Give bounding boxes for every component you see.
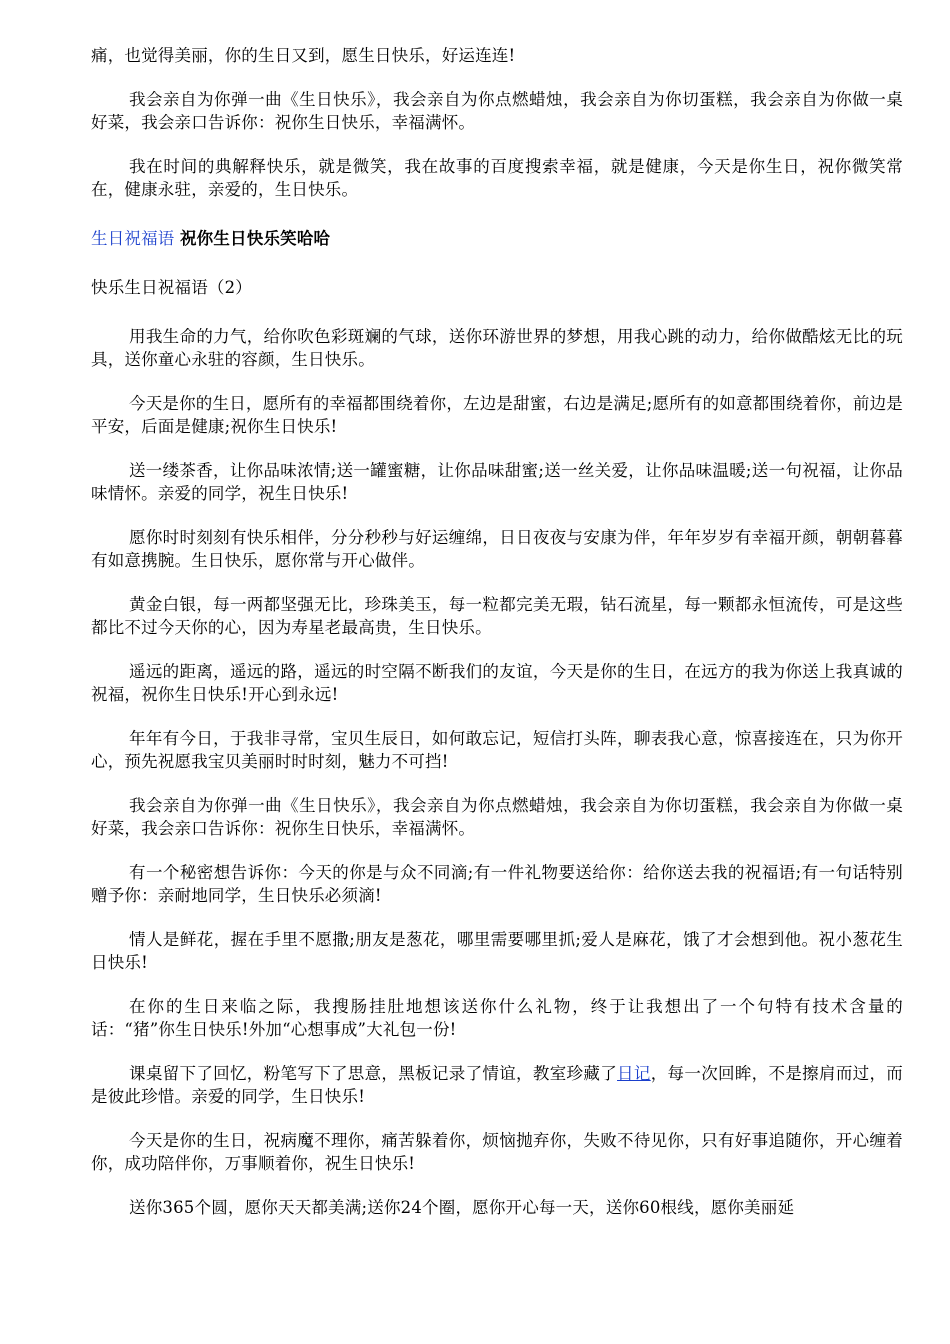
diary-link[interactable]: 日记 — [617, 1064, 651, 1083]
heading-link[interactable]: 生日祝福语 — [91, 229, 175, 248]
paragraph-diary — [91, 1062, 903, 1108]
paragraph-top-2: 我会亲自为你弹一曲《生日快乐》，我会亲自为你点燃蜡烛，我会亲自为你切蛋糕，我会亲自为你做一桌好菜，我会亲口告诉你：祝你生日快乐，幸福满怀。 — [91, 90, 903, 132]
diary-text-before: 课桌留下了回忆，粉笔写下了思意，黑板记录了情谊，教室珍藏了 — [129, 1064, 618, 1083]
paragraph-top-1: 痛，也觉得美丽，你的生日又到，愿生日快乐，好运连连! — [91, 46, 516, 65]
document-page — [91, 44, 903, 1219]
paragraph-6: 遥远的距离，遥远的路，遥远的时空隔不断我们的友谊，今天是你的生日，在远方的我为你送上我真诚的祝福，祝你生日快乐!开心到永远! — [91, 662, 903, 704]
paragraph-7: 年年有今日，于我非寻常，宝贝生辰日，如何敢忘记，短信打头阵，聊表我心意，惊喜接连在，只为你开心，预先祝愿我宝贝美丽时时时刻，魅力不可挡! — [91, 729, 903, 771]
paragraph-8: 我会亲自为你弹一曲《生日快乐》，我会亲自为你点燃蜡烛，我会亲自为你切蛋糕，我会亲自为你做一桌好菜，我会亲口告诉你：祝你生日快乐，幸福满怀。 — [91, 796, 903, 838]
diary-text-after: ，每一次回眸，不是擦肩而过，而是彼此珍惜。亲爱的同学，生日快乐! — [91, 1064, 904, 1106]
paragraph-top-3: 我在时间的典解释快乐，就是微笑，我在故事的百度搜索幸福，就是健康，今天是你生日，祝你微笑常在，健康永驻，亲爱的，生日快乐。 — [91, 157, 903, 199]
paragraph-end-1: 今天是你的生日，祝病魔不理你，痛苦躲着你，烦恼抛弃你，失败不待见你，只有好事追随你，开心缠着你，成功陪伴你，万事顺着你，祝生日快乐! — [91, 1131, 903, 1173]
section-heading — [91, 227, 903, 250]
paragraph-11: 在你的生日来临之际，我搜肠挂肚地想该送你什么礼物，终于让我想出了一个句特有技术含量的话：“猪”你生日快乐!外加“心想事成”大礼包一份! — [91, 997, 903, 1039]
paragraph-4: 愿你时时刻刻有快乐相伴，分分秒秒与好运缠绵，日日夜夜与安康为伴，年年岁岁有幸福开颜，朝朝暮暮有如意携腕。生日快乐，愿你常与开心做伴。 — [91, 528, 903, 570]
paragraph-2: 今天是你的生日，愿所有的幸福都围绕着你，左边是甜蜜，右边是满足;愿所有的如意都围绕着你，前边是平安，后面是健康;祝你生日快乐! — [91, 394, 903, 436]
paragraph-9: 有一个秘密想告诉你：今天的你是与众不同滴;有一件礼物要送给你：给你送去我的祝福语;有一句话特别赠予你：亲耐地同学，生日快乐必须滴! — [91, 863, 903, 905]
paragraph-5: 黄金白银，每一两都坚强无比，珍珠美玉，每一粒都完美无瑕，钻石流星，每一颗都永恒流传，可是这些都比不过今天你的心，因为寿星老最高贵，生日快乐。 — [91, 595, 903, 637]
paragraph-10: 情人是鲜花，握在手里不愿撒;朋友是葱花，哪里需要哪里抓;爱人是麻花，饿了才会想到他。祝小葱花生日快乐! — [91, 930, 903, 972]
paragraph-1: 用我生命的力气，给你吹色彩斑斓的气球，送你环游世界的梦想，用我心跳的动力，给你做酷炫无比的玩具，送你童心永驻的容颜，生日快乐。 — [91, 327, 903, 369]
heading-bold-title: 祝你生日快乐笑哈哈 — [179, 229, 331, 248]
paragraph-3: 送一缕茶香，让你品味浓情;送一罐蜜糖，让你品味甜蜜;送一丝关爱，让你品味温暖;送一句祝福，让你品味情怀。亲爱的同学，祝生日快乐! — [91, 461, 903, 503]
subheading: 快乐生日祝福语（2） — [91, 278, 252, 297]
paragraph-end-2: 送你365个圆，愿你天天都美满;送你24个圈，愿你开心每一天，送你60根线，愿你美丽延 — [129, 1198, 795, 1217]
